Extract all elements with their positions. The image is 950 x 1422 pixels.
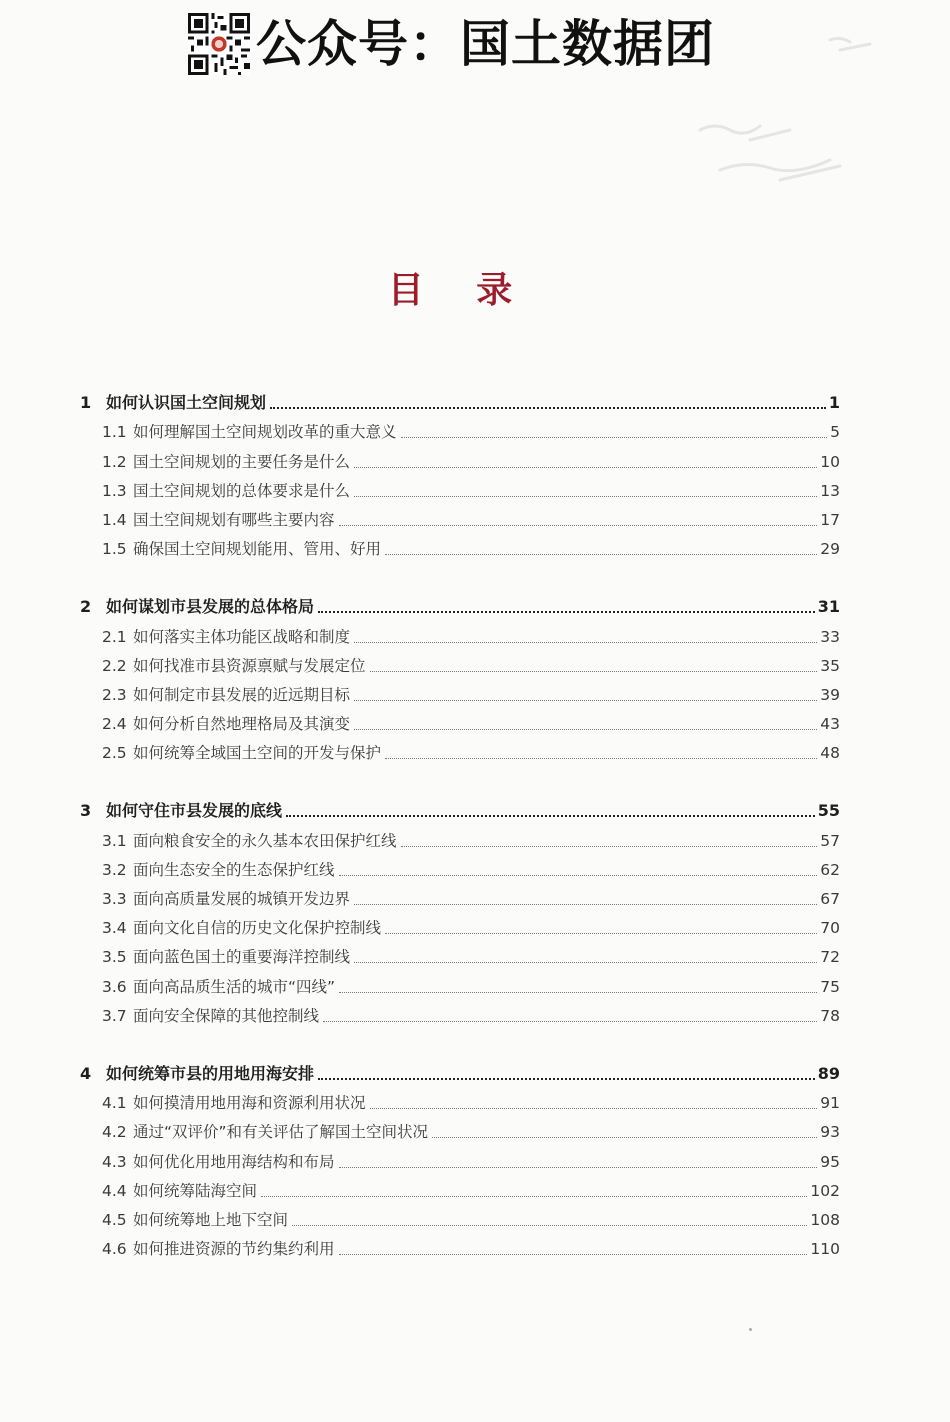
dot-leader bbox=[354, 729, 817, 730]
toc-number: 1.3 bbox=[102, 481, 127, 500]
toc-title: 国土空间规划的总体要求是什么 bbox=[133, 481, 351, 500]
toc-title: 如何优化用地用海结构和布局 bbox=[133, 1152, 335, 1171]
toc-page-number: 31 bbox=[817, 597, 840, 617]
toc-page-number: 33 bbox=[820, 627, 840, 646]
toc-number: 3.7 bbox=[102, 1006, 127, 1025]
toc-section-entry[interactable] bbox=[0, 617, 840, 646]
dot-leader bbox=[385, 758, 817, 759]
toc-section-entry[interactable] bbox=[0, 530, 840, 559]
toc-title: 如何理解国土空间规划改革的重大意义 bbox=[133, 423, 397, 442]
toc-section-entry[interactable] bbox=[0, 734, 840, 763]
toc-page-number: 57 bbox=[820, 831, 840, 850]
toc-title: 如何谋划市县发展的总体格局 bbox=[106, 597, 315, 617]
toc-section-entry[interactable] bbox=[0, 1113, 840, 1142]
toc-section-entry[interactable] bbox=[0, 909, 840, 938]
toc-number: 2.5 bbox=[102, 744, 127, 763]
dot-leader bbox=[286, 815, 815, 817]
header-text: 公众号：国土数据团 bbox=[256, 15, 715, 73]
dot-leader bbox=[339, 1254, 808, 1255]
toc-title: 国土空间规划的主要任务是什么 bbox=[133, 452, 351, 471]
toc-number: 3.3 bbox=[102, 890, 127, 908]
dot-leader bbox=[339, 1167, 818, 1168]
toc-number: 2.3 bbox=[102, 685, 127, 704]
toc-page-number: 67 bbox=[820, 890, 840, 908]
toc-number: 4.2 bbox=[102, 1123, 127, 1142]
toc-section-entry[interactable] bbox=[0, 1230, 840, 1259]
toc-section-entry[interactable] bbox=[0, 1084, 840, 1113]
toc-title: 面向生态安全的生态保护红线 bbox=[133, 860, 335, 879]
toc-title: 如何统筹市县的用地用海安排 bbox=[106, 1063, 315, 1083]
toc-title: 面向蓝色国土的重要海洋控制线 bbox=[133, 948, 351, 967]
toc-title: 国土空间规划有哪些主要内容 bbox=[133, 510, 335, 529]
toc-section-entry[interactable] bbox=[0, 967, 840, 996]
toc-page-number: 108 bbox=[810, 1210, 840, 1229]
dot-leader bbox=[354, 496, 817, 497]
toc-title: 如何守住市县发展的底线 bbox=[106, 801, 283, 821]
toc-number: 4.3 bbox=[102, 1152, 127, 1171]
toc-chapter-entry[interactable] bbox=[0, 588, 840, 617]
dot-leader bbox=[323, 1021, 817, 1022]
toc-number: 3.2 bbox=[102, 860, 127, 879]
dot-leader bbox=[432, 1137, 817, 1138]
toc-section-entry[interactable] bbox=[0, 938, 840, 967]
dot-leader bbox=[370, 1108, 818, 1109]
dot-leader bbox=[354, 642, 817, 643]
header-watermark bbox=[188, 10, 715, 78]
toc-section-entry[interactable] bbox=[0, 413, 840, 442]
toc-page-number: 102 bbox=[810, 1181, 840, 1200]
toc-title: 如何认识国土空间规划 bbox=[106, 393, 267, 413]
toc-section-entry[interactable] bbox=[0, 676, 840, 705]
toc-number: 3.5 bbox=[102, 948, 127, 967]
toc-page-number: 55 bbox=[817, 801, 840, 821]
toc-title: 面向粮食安全的永久基本农田保护红线 bbox=[133, 831, 397, 850]
page-title: 目 录 bbox=[387, 269, 533, 311]
toc-page-number: 78 bbox=[820, 1006, 840, 1025]
toc-title: 如何制定市县发展的近远期目标 bbox=[133, 685, 351, 704]
dot-leader bbox=[401, 846, 818, 847]
table-of-contents bbox=[0, 384, 950, 1259]
toc-chapter bbox=[0, 792, 950, 1026]
toc-number: 3.4 bbox=[102, 919, 127, 938]
dot-leader bbox=[354, 904, 817, 905]
dot-leader bbox=[318, 1078, 815, 1080]
qr-code-icon bbox=[188, 13, 250, 75]
toc-page-number: 13 bbox=[820, 481, 840, 500]
toc-title: 如何统筹全域国土空间的开发与保护 bbox=[133, 744, 382, 763]
toc-title: 如何分析自然地理格局及其演变 bbox=[133, 715, 351, 734]
toc-number: 1.5 bbox=[102, 540, 127, 559]
toc-page-number: 17 bbox=[820, 510, 840, 529]
toc-number: 2.1 bbox=[102, 627, 127, 646]
toc-title: 如何摸清用地用海和资源利用状况 bbox=[133, 1094, 366, 1113]
toc-number: 2 bbox=[80, 597, 92, 617]
toc-chapter bbox=[0, 588, 950, 763]
toc-number: 3.6 bbox=[102, 977, 127, 996]
toc-section-entry[interactable] bbox=[0, 472, 840, 501]
toc-section-entry[interactable] bbox=[0, 821, 840, 850]
toc-number: 1 bbox=[80, 393, 92, 413]
toc-page-number: 35 bbox=[820, 656, 840, 675]
dot-leader bbox=[354, 467, 817, 468]
toc-title: 如何落实主体功能区战略和制度 bbox=[133, 627, 351, 646]
toc-number: 4.5 bbox=[102, 1210, 127, 1229]
dot-leader bbox=[261, 1196, 807, 1197]
toc-page-number: 10 bbox=[820, 452, 840, 471]
toc-page-number: 29 bbox=[820, 540, 840, 559]
toc-number: 1.1 bbox=[102, 423, 127, 442]
toc-number: 1.2 bbox=[102, 452, 127, 471]
toc-page-number: 43 bbox=[820, 715, 840, 734]
toc-number: 4.1 bbox=[102, 1094, 127, 1113]
dot-leader bbox=[354, 962, 817, 963]
paper-speck bbox=[749, 1328, 752, 1331]
toc-title: 确保国土空间规划能用、管用、好用 bbox=[133, 540, 382, 559]
toc-page-number: 5 bbox=[830, 423, 840, 442]
toc-title: 如何统筹陆海空间 bbox=[133, 1181, 258, 1200]
toc-section-entry[interactable] bbox=[0, 880, 840, 909]
toc-page-number: 72 bbox=[820, 948, 840, 967]
toc-title: 如何找准市县资源禀赋与发展定位 bbox=[133, 656, 366, 675]
dot-leader bbox=[270, 407, 826, 409]
toc-number: 4 bbox=[80, 1063, 92, 1083]
toc-number: 1.4 bbox=[102, 510, 127, 529]
toc-page-number: 39 bbox=[820, 685, 840, 704]
dot-leader bbox=[292, 1225, 807, 1226]
toc-section-entry[interactable] bbox=[0, 442, 840, 471]
toc-page-number: 89 bbox=[817, 1063, 840, 1083]
toc-title: 面向文化自信的历史文化保护控制线 bbox=[133, 919, 382, 938]
toc-section-entry[interactable] bbox=[0, 705, 840, 734]
toc-title: 如何推进资源的节约集约利用 bbox=[133, 1240, 335, 1259]
toc-title: 面向安全保障的其他控制线 bbox=[133, 1006, 320, 1025]
toc-number: 2.4 bbox=[102, 715, 127, 734]
toc-title: 如何统筹地上地下空间 bbox=[133, 1210, 289, 1229]
dot-leader bbox=[339, 992, 817, 993]
toc-page-number: 110 bbox=[810, 1240, 840, 1259]
toc-page-number: 48 bbox=[820, 744, 840, 763]
toc-chapter-entry[interactable] bbox=[0, 792, 840, 821]
toc-section-entry[interactable] bbox=[0, 647, 840, 676]
toc-number: 3 bbox=[80, 801, 92, 821]
toc-page-number: 70 bbox=[820, 919, 840, 938]
toc-title: 面向高质量发展的城镇开发边界 bbox=[133, 890, 351, 908]
toc-number: 3.1 bbox=[102, 831, 127, 850]
toc-page-number: 93 bbox=[820, 1123, 840, 1142]
toc-page-number: 95 bbox=[820, 1152, 840, 1171]
toc-title: 面向高品质生活的城市“四线” bbox=[133, 977, 336, 996]
dot-leader bbox=[318, 611, 815, 613]
toc-chapter-entry[interactable] bbox=[0, 1055, 840, 1084]
toc-title: 通过“双评价”和有关评估了解国土空间状况 bbox=[133, 1123, 429, 1142]
bleed-through-marks bbox=[680, 20, 890, 200]
toc-section-entry[interactable] bbox=[0, 997, 840, 1026]
dot-leader bbox=[339, 875, 818, 876]
dot-leader bbox=[339, 525, 818, 526]
dot-leader bbox=[401, 437, 828, 438]
toc-number: 4.4 bbox=[102, 1181, 127, 1200]
toc-section-entry[interactable] bbox=[0, 501, 840, 530]
toc-page-number: 62 bbox=[820, 860, 840, 879]
dot-leader bbox=[385, 933, 817, 934]
toc-number: 4.6 bbox=[102, 1240, 127, 1259]
toc-chapter bbox=[0, 384, 950, 559]
toc-page-number: 75 bbox=[820, 977, 840, 996]
toc-section-entry[interactable] bbox=[0, 851, 840, 880]
dot-leader bbox=[354, 700, 817, 701]
toc-page-number: 1 bbox=[828, 393, 840, 413]
toc-chapter-entry[interactable] bbox=[0, 384, 840, 413]
toc-page-number: 91 bbox=[820, 1094, 840, 1113]
toc-chapter bbox=[0, 1055, 950, 1259]
dot-leader bbox=[370, 671, 818, 672]
toc-section-entry[interactable] bbox=[0, 1201, 840, 1230]
dot-leader bbox=[385, 554, 817, 555]
toc-number: 2.2 bbox=[102, 656, 127, 675]
toc-section-entry[interactable] bbox=[0, 1142, 840, 1171]
toc-section-entry[interactable] bbox=[0, 1172, 840, 1201]
